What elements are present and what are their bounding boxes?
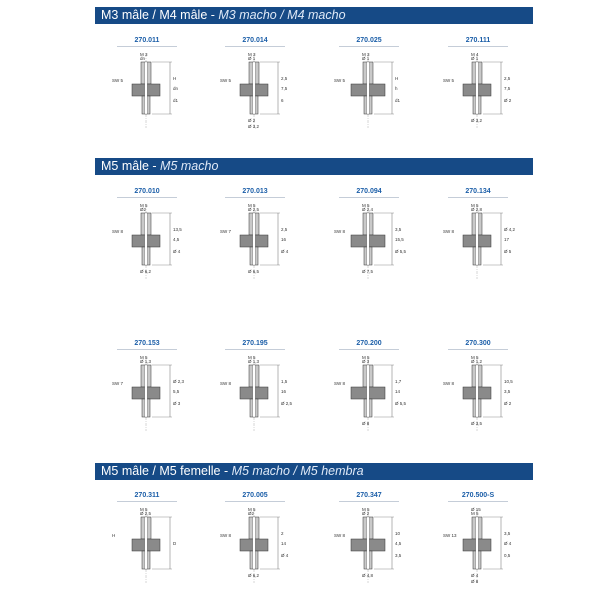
part-number[interactable]: 270.347 (329, 492, 409, 502)
bore (476, 365, 478, 417)
dimension-label: 4,5 (395, 541, 402, 546)
dimension-label: M 5 (471, 203, 479, 208)
dimension-label: d1 (173, 98, 179, 103)
dimension-label: SW 5 (443, 78, 455, 83)
dimension-label: Ø 1,3 (248, 359, 260, 364)
dimension-label: Ø 5 (504, 249, 512, 254)
bore (253, 213, 255, 265)
part-drawing (443, 50, 518, 135)
part-number[interactable]: 270.025 (329, 37, 409, 47)
dimension-label: Ø 8 (362, 421, 370, 426)
dimension-label: 10,5 (504, 379, 513, 384)
dimension-label: H (173, 76, 177, 81)
dimension-label: 15,5 (395, 237, 404, 242)
part-drawing (112, 353, 187, 438)
section-header (95, 7, 533, 24)
dimension-label: 14 (395, 389, 401, 394)
section-title: M5 mâle (101, 159, 149, 173)
part-number[interactable]: 270.013 (215, 188, 295, 198)
section-subtitle: M3 macho / M4 macho (218, 8, 346, 22)
dimension-label: Ø 3 (173, 401, 181, 406)
part-drawing (334, 201, 409, 286)
part-number[interactable]: 270.195 (215, 340, 295, 350)
dimension-label: 2,5 (281, 76, 288, 81)
dimension-label: M 5 (362, 355, 370, 360)
part-drawing (334, 353, 409, 438)
dimension-label: SW 13 (443, 533, 457, 538)
dimension-label: Ø 4,8 (362, 573, 374, 578)
dimension-label: Ø 2,5 (281, 401, 293, 406)
part-drawing (112, 201, 187, 286)
part-number[interactable]: 270.300 (438, 340, 518, 350)
dimension-label: 3,5 (504, 389, 511, 394)
dimension-label: 14 (281, 541, 287, 546)
dimension-label: Ø2 (140, 207, 147, 212)
part-number[interactable]: 270.111 (438, 37, 518, 47)
bore (367, 62, 369, 114)
dimension-label: 16 (281, 389, 287, 394)
bore (253, 517, 255, 569)
dimension-label: 7,5 (281, 86, 288, 91)
bore (145, 517, 147, 569)
dimension-label: Ø 4 (504, 541, 512, 546)
dimension-label: Ø 4 (281, 249, 289, 254)
dimension-label: 10 (395, 531, 401, 536)
dimension-label: 13,5 (173, 227, 182, 232)
part-drawing (220, 353, 295, 438)
dimension-label: M 5 (140, 203, 148, 208)
dimension-label: Ø 3,2 (471, 118, 483, 123)
dimension-label: SW 8 (443, 229, 455, 234)
dimension-label: Ø 1,2 (471, 359, 483, 364)
dimension-label: Ø 3,2 (248, 124, 260, 129)
dimension-label: Ø 2 (248, 118, 256, 123)
dimension-label: Ø 3 (362, 359, 370, 364)
dimension-label: SW 8 (334, 229, 346, 234)
dimension-label: 2,5 (281, 227, 288, 232)
dimension-label: 3,5 (395, 227, 402, 232)
dimension-label: Ø 15 (471, 507, 481, 512)
part-drawing (443, 201, 518, 286)
dimension-label: M 5 (362, 203, 370, 208)
dimension-label: 1,5 (281, 379, 288, 384)
dimension-label: Ø 3,5 (471, 421, 483, 426)
section-title: M3 mâle / M4 mâle (101, 8, 208, 22)
section-sep: - (148, 159, 161, 173)
part-number[interactable]: 270.010 (107, 188, 187, 198)
dimension-label: dn (140, 56, 146, 61)
dimension-label: SW 8 (334, 533, 346, 538)
section-header (95, 463, 533, 480)
dimension-label: M 5 (362, 507, 370, 512)
dimension-label: Ø 2 (362, 511, 370, 516)
bore (145, 213, 147, 265)
dimension-label: D (173, 541, 177, 546)
dimension-label: Ø 4 (281, 553, 289, 558)
part-number[interactable]: 270.200 (329, 340, 409, 350)
dimension-label: h (395, 86, 398, 91)
dimension-label: Ø 1 (362, 56, 370, 61)
dimension-label: Ø 2,8 (471, 207, 483, 212)
section-sep: - (220, 464, 232, 478)
section-header (95, 158, 533, 175)
dimension-label: Ø2 (248, 511, 255, 516)
part-drawing (220, 505, 295, 590)
dimension-label: M 5 (248, 355, 256, 360)
dimension-label: SW 8 (443, 381, 455, 386)
dimension-label: 7,5 (504, 86, 511, 91)
dimension-label: Ø 1 (471, 56, 479, 61)
dimension-label: 5,5 (173, 389, 180, 394)
dimension-label: Ø 8 (471, 579, 479, 584)
dimension-label: Ø 4,2 (504, 227, 516, 232)
dimension-label: M 5 (248, 203, 256, 208)
dimension-label: SW 7 (220, 229, 232, 234)
dimension-label: Ø 5,5 (395, 249, 407, 254)
bore (253, 62, 255, 114)
dimension-label: M 5 (471, 511, 479, 516)
dimension-label: SW 8 (220, 533, 232, 538)
part-drawing (443, 505, 518, 590)
dimension-label: SW 8 (112, 229, 124, 234)
part-drawing (334, 50, 409, 135)
dimension-label: Ø 2,5 (140, 511, 152, 516)
bore (367, 365, 369, 417)
dimension-label: H (395, 76, 399, 81)
part-drawing (112, 505, 187, 590)
dimension-label: Ø 2,3 (173, 379, 185, 384)
part-number[interactable]: 270.311 (107, 492, 187, 502)
dimension-label: Ø 6,2 (248, 573, 260, 578)
dimension-label: SW 7 (112, 381, 124, 386)
dimension-label: Ø 2,4 (362, 207, 374, 212)
dimension-label: dn (173, 86, 179, 91)
dimension-label: M 3 (362, 52, 370, 57)
part-number[interactable]: 270.094 (329, 188, 409, 198)
bore (367, 213, 369, 265)
bore (145, 365, 147, 417)
dimension-label: Ø 6,2 (140, 269, 152, 274)
bore (476, 213, 478, 265)
dimension-label: 3,5 (395, 553, 402, 558)
dimension-label: Ø 2,5 (248, 207, 260, 212)
part-number[interactable]: 270.011 (107, 37, 187, 47)
dimension-label: SW 8 (220, 381, 232, 386)
dimension-label: 3,5 (504, 531, 511, 536)
part-drawing (220, 50, 295, 135)
section-sep: - (207, 8, 219, 22)
dimension-label: M 5 (140, 507, 148, 512)
bore (367, 517, 369, 569)
dimension-label: Ø 1 (248, 56, 256, 61)
section-subtitle: M5 macho (160, 159, 219, 173)
part-number[interactable]: 270.153 (107, 340, 187, 350)
dimension-label: Ø 2 (504, 401, 512, 406)
part-drawing (112, 50, 187, 135)
dimension-label: Ø 6,5 (248, 269, 260, 274)
dimension-label: 2 (281, 531, 284, 536)
bore (253, 365, 255, 417)
bore (145, 62, 147, 114)
dimension-label: Ø 2 (504, 98, 512, 103)
dimension-label: 2,5 (504, 76, 511, 81)
dimension-label: SW 5 (334, 78, 346, 83)
dimension-label: H (112, 533, 116, 538)
part-number[interactable]: 270.005 (215, 492, 295, 502)
dimension-label: SW 5 (220, 78, 232, 83)
bore (476, 62, 478, 114)
dimension-label: SW 5 (112, 78, 124, 83)
dimension-label: M 4 (471, 52, 479, 57)
dimension-label: Ø 5,5 (395, 401, 407, 406)
part-number[interactable]: 270.014 (215, 37, 295, 47)
dimension-label: d1 (395, 98, 401, 103)
bore (476, 517, 478, 569)
dimension-label: Ø 7,5 (362, 269, 374, 274)
dimension-label: Ø 4 (173, 249, 181, 254)
dimension-label: Ø 4 (471, 573, 479, 578)
section-subtitle: M5 macho / M5 hembra (231, 464, 364, 478)
part-number[interactable]: 270.134 (438, 188, 518, 198)
part-number[interactable]: 270.500-S (438, 492, 518, 502)
dimension-label: M 3 (140, 52, 148, 57)
part-drawing (443, 353, 518, 438)
part-drawing (220, 201, 295, 286)
dimension-label: M 3 (248, 52, 256, 57)
dimension-label: 16 (281, 237, 287, 242)
dimension-label: 4,5 (173, 237, 180, 242)
dimension-label: SW 8 (334, 381, 346, 386)
dimension-label: 17 (504, 237, 510, 242)
dimension-label: M 5 (471, 355, 479, 360)
dimension-label: 0,5 (504, 553, 511, 558)
part-drawing (334, 505, 409, 590)
dimension-label: 6 (281, 98, 284, 103)
dimension-label: 1,7 (395, 379, 402, 384)
section-title: M5 mâle / M5 femelle (101, 464, 221, 478)
dimension-label: M 5 (248, 507, 256, 512)
dimension-label: Ø 1,3 (140, 359, 152, 364)
dimension-label: M 5 (140, 355, 148, 360)
